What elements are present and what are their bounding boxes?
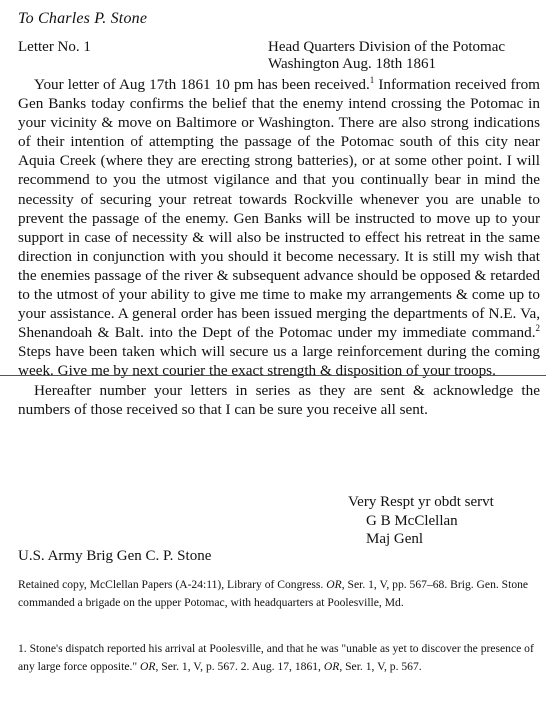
- closing-line: Very Respt yr obdt servt: [348, 494, 494, 510]
- letter-body: [18, 75, 540, 419]
- footnote-or: OR: [323, 659, 340, 673]
- source-note-text: , Ser. 1, V, pp. 567–68. Brig. Gen. Stone commanded a brigade on the upper Potomac, with headquarters at Poolesville, Md.: [18, 578, 529, 609]
- footnote-text: , Ser. 1, V, p. 567. 2. Aug. 17, 1861,: [155, 659, 324, 673]
- signature-name: G B McClellan: [366, 512, 458, 529]
- footnote-marker-1: 1: [369, 74, 375, 85]
- signature-block: [348, 493, 494, 549]
- source-note: [18, 576, 540, 611]
- body-text-segment: Information received from Gen Banks today confirms the belief that the enemy intend crossing the Potomac in your vicinity & move on Baltimore or Washington. There are also strong indications of their intention of attempting the passage of the Potomac south of this city near Aquia Creek (where they are erecting strong batteries), or at some other point. I will recommend to you the utmost vigilance and that you continually bear in mind the necessity of securing your retreat towards Rockville whenever you are unable to prevent the passage of the enemy. Gen Banks will be instructed to move up to your support in case of necessity & will also be instructed to effect his retreat in the same direction in conjunction with you should it become necessary. It is still my wish that the enemies passage of the river & subsequent advance should be opposed & retarded to the utmost of your ability to give me time to make my arrangements & come up to your assistance. A general order has been issued merging the departments of N.E. Va, Shenandoah & Balt. into the Dept of the Potomac under my immediate command.: [18, 76, 540, 342]
- horizontal-rule: [0, 375, 546, 376]
- source-note-text: Retained copy, McClellan Papers (A-24:11), Library of Congress.: [18, 578, 327, 591]
- footnote-text: 1. Stone's dispatch reported his arrival at Poolesville, and that he was "unable as yet to discover the presence of any large force opposite.": [18, 642, 534, 673]
- recipient-line: U.S. Army Brig Gen C. P. Stone: [18, 548, 212, 564]
- addressee: To Charles P. Stone: [18, 10, 148, 27]
- source-note-or: OR: [326, 578, 342, 591]
- footnotes: [18, 640, 540, 675]
- letter-heading: [268, 39, 505, 73]
- body-text-segment: Your letter of Aug 17th 1861 10 pm has been received.: [34, 76, 370, 93]
- body-paragraph-1: [18, 75, 540, 381]
- footnote-marker-2: 2: [535, 323, 540, 334]
- footnote-or: OR: [140, 659, 156, 673]
- body-text-segment: Steps have been taken which will secure us a large reinforcement during the coming week. Give me by next courier the exact strength & disposition of your troops.: [18, 343, 540, 380]
- heading-place: Head Quarters Division of the Potomac: [268, 39, 506, 55]
- heading-place-date: Washington Aug. 18th 1861: [268, 56, 436, 72]
- footnote-text: , Ser. 1, V, p. 567.: [339, 659, 422, 673]
- letter-number: Letter No. 1: [18, 39, 91, 55]
- body-paragraph-2: Hereafter number your letters in series as they are sent & acknowledge the numbers of those received so that I can be sure you receive all sent.: [18, 381, 540, 418]
- signature-rank: Maj Genl: [366, 531, 424, 547]
